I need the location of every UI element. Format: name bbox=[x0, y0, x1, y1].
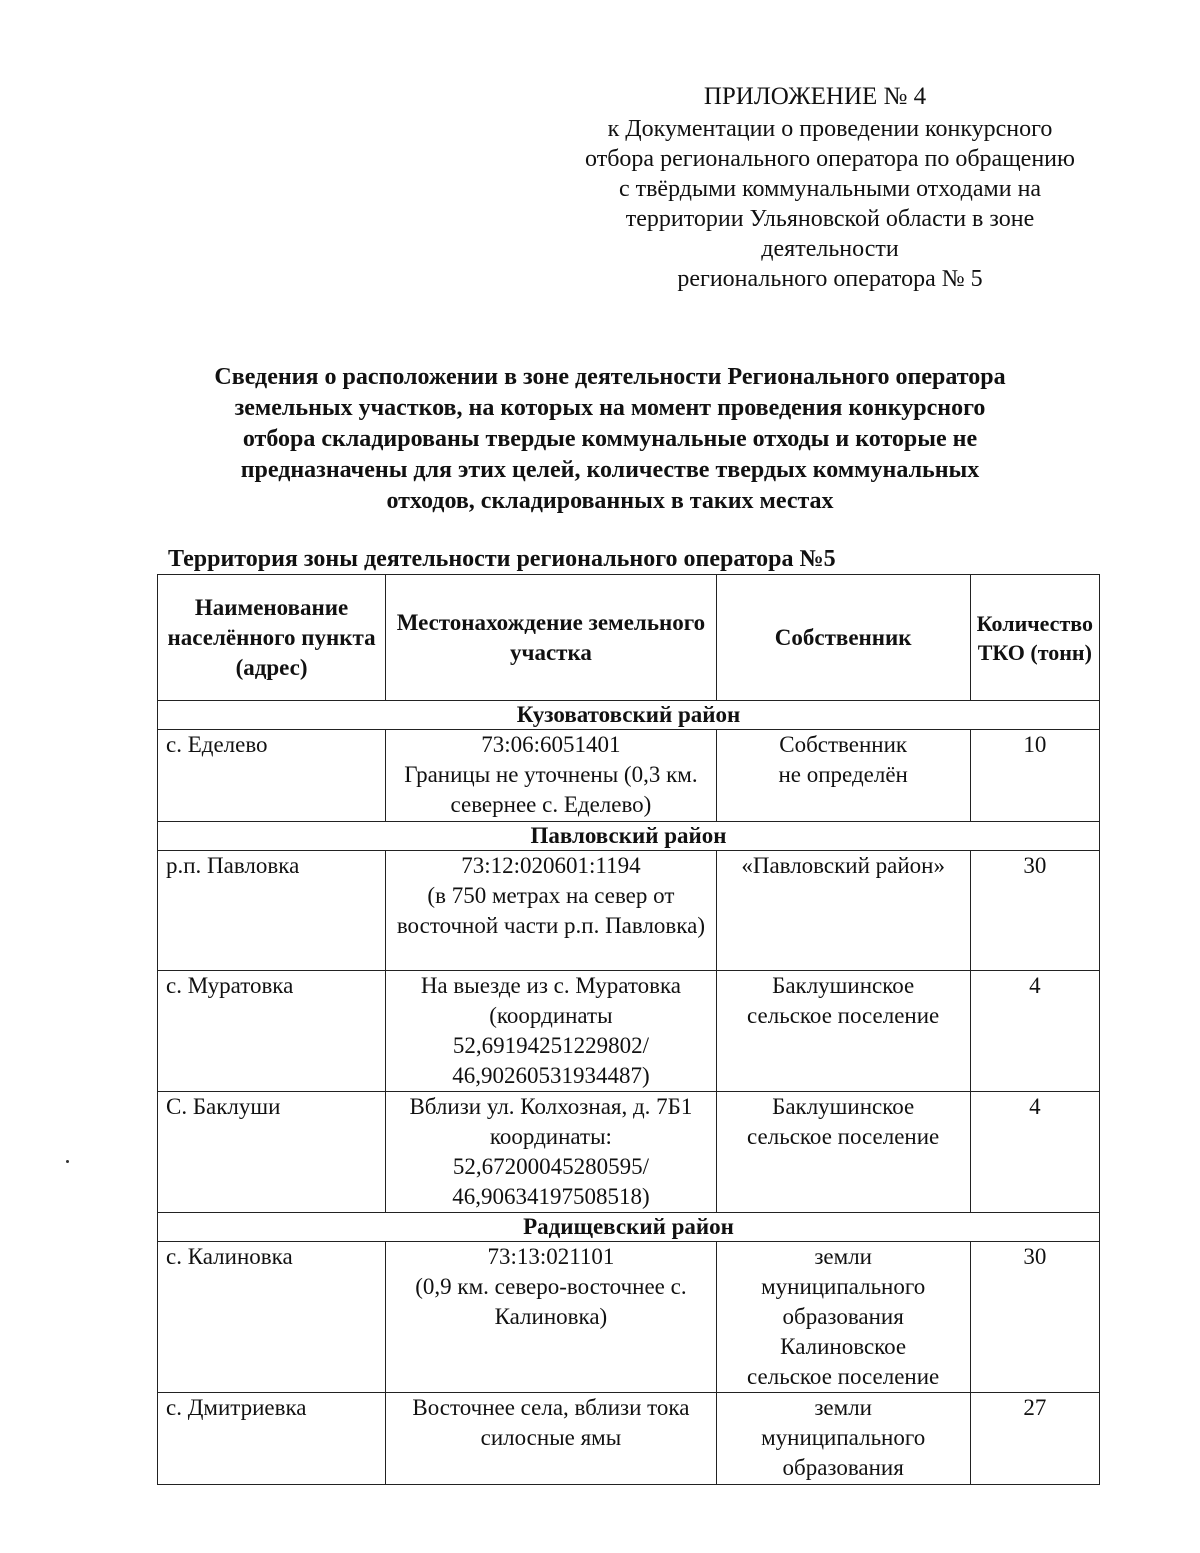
document-heading bbox=[150, 362, 1070, 517]
district-name: Павловский район bbox=[158, 822, 1100, 851]
district-name: Кузоватовский район bbox=[158, 701, 1100, 730]
settlement-cell: р.п. Павловка bbox=[158, 851, 386, 971]
waste-sites-table bbox=[157, 574, 1100, 1485]
settlement-cell: с. Дмитриевка bbox=[158, 1393, 386, 1485]
location-cell: Восточнее села, вблизи тока силосные ямы bbox=[386, 1393, 717, 1485]
table-row bbox=[158, 851, 1100, 971]
location-cell: Вблизи ул. Колхозная, д. 7Б1 координаты: 52,67200045280595/ 46,90634197508518) bbox=[386, 1092, 717, 1213]
header-quantity: Количество ТКО (тонн) bbox=[970, 575, 1099, 701]
quantity-cell: 10 bbox=[970, 730, 1099, 822]
appendix-line: отбора регионального оператора по обращению bbox=[585, 146, 1075, 172]
heading-line: предназначены для этих целей, количестве твердых коммунальных bbox=[240, 457, 980, 483]
table-row bbox=[158, 730, 1100, 822]
table-row bbox=[158, 1242, 1100, 1393]
settlement-cell: с. Еделево bbox=[158, 730, 386, 822]
settlement-cell: с. Муратовка bbox=[158, 971, 386, 1092]
appendix-title: ПРИЛОЖЕНИЕ № 4 bbox=[703, 83, 927, 110]
heading-line: отбора складированы твердые коммунальные отходы и которые не bbox=[242, 426, 978, 452]
heading-line: земельных участков, на которых на момент проведения конкурсного bbox=[234, 395, 986, 421]
quantity-cell: 30 bbox=[970, 851, 1099, 971]
table-body bbox=[158, 701, 1100, 1485]
heading-line: Сведения о расположении в зоне деятельности Регионального оператора bbox=[214, 364, 1006, 390]
owner-cell: «Павловский район» bbox=[716, 851, 970, 971]
owner-cell: земли муниципального образования bbox=[716, 1393, 970, 1485]
owner-cell: земли муниципального образования Калиновское сельское поселение bbox=[716, 1242, 970, 1393]
quantity-cell: 4 bbox=[970, 1092, 1099, 1213]
owner-cell: Баклушинское сельское поселение bbox=[716, 1092, 970, 1213]
header-location: Местонахождение земельного участка bbox=[386, 575, 717, 701]
district-row bbox=[158, 822, 1100, 851]
location-cell: На выезде из с. Муратовка (координаты 52,69194251229802/ 46,90260531934487) bbox=[386, 971, 717, 1092]
settlement-cell: С. Баклуши bbox=[158, 1092, 386, 1213]
scan-speck bbox=[66, 1160, 69, 1163]
district-row bbox=[158, 1213, 1100, 1242]
settlement-cell: с. Калиновка bbox=[158, 1242, 386, 1393]
table-row bbox=[158, 1393, 1100, 1485]
appendix-line: с твёрдыми коммунальными отходами на bbox=[618, 176, 1042, 202]
quantity-cell: 27 bbox=[970, 1393, 1099, 1485]
header-owner: Собственник bbox=[716, 575, 970, 701]
location-cell: 73:12:020601:1194 (в 750 метрах на север от восточной части р.п. Павловка) bbox=[386, 851, 717, 971]
appendix-line: деятельности bbox=[761, 236, 899, 262]
appendix-line: территории Ульяновской области в зоне bbox=[625, 206, 1035, 232]
owner-cell: Баклушинское сельское поселение bbox=[716, 971, 970, 1092]
owner-cell: Собственник не определён bbox=[716, 730, 970, 822]
territory-title: Территория зоны деятельности регионального оператора №5 bbox=[168, 546, 836, 572]
appendix-line: к Документации о проведении конкурсного bbox=[607, 116, 1053, 142]
appendix-block bbox=[545, 82, 1115, 294]
table-row bbox=[158, 971, 1100, 1092]
district-row bbox=[158, 701, 1100, 730]
location-cell: 73:06:6051401 Границы не уточнены (0,3 км. севернее с. Еделево) bbox=[386, 730, 717, 822]
table-row bbox=[158, 1092, 1100, 1213]
table-header-row bbox=[158, 575, 1100, 701]
quantity-cell: 30 bbox=[970, 1242, 1099, 1393]
header-settlement: Наименование населённого пункта (адрес) bbox=[158, 575, 386, 701]
district-name: Радищевский район bbox=[158, 1213, 1100, 1242]
appendix-line: регионального оператора № 5 bbox=[677, 266, 983, 292]
quantity-cell: 4 bbox=[970, 971, 1099, 1092]
heading-line: отходов, складированных в таких местах bbox=[386, 488, 834, 514]
location-cell: 73:13:021101 (0,9 км. северо-восточнее с. Калиновка) bbox=[386, 1242, 717, 1393]
